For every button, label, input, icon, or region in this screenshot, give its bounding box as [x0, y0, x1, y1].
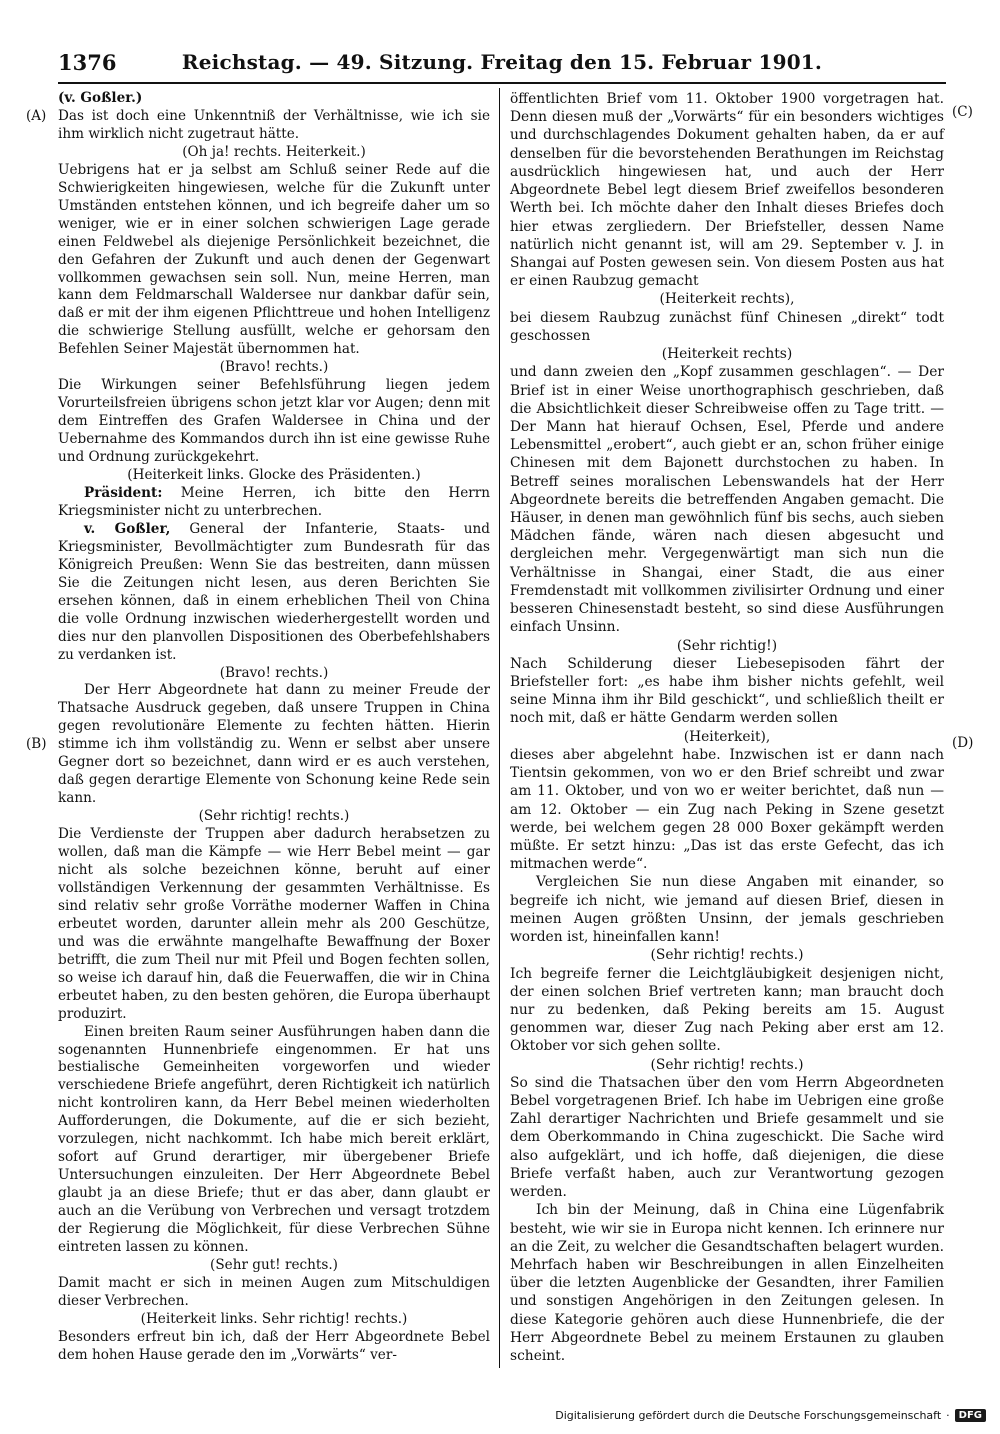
paragraph: [58, 521, 490, 665]
paragraph-text: So sind die Thatsachen über den vom Herrn Abgeordneten Bebel vorgetragenen Brief. Ich habe im Uebrigen eine große Zahl derartiger Nachrichten und Briefe gesammelt und sie dem Oberkommando in China zugeschickt. Die Sache wird also aufgeklärt, und ich hoffe, daß diejenigen, die diese Briefe verfaßt haben, auch zur Verantwortung gezogen werden.: [510, 1074, 944, 1201]
paragraph-text: Der Herr Abgeordnete hat dann zu meiner Freude der Thatsache Ausdruck gegeben, daß unsere Truppen in China gegen revolutionäre Elemente zu fechten hätten. Hierin stimme ich ihm vollständig zu. Wenn er selbst aber unsere Gegner dort so bezeichnet, dann wird er es auch verstehen, daß gegen derartige Elemente von Schonung keine Rede sein kann.: [58, 682, 490, 807]
paragraph-text: (Heiterkeit rechts): [661, 346, 793, 363]
paragraph: [58, 826, 490, 1023]
interjection: [58, 467, 490, 485]
paragraph-text: Vergleichen Sie nun diese Angaben mit einander, so begreife ich nicht, wie jemand auf diesen Brief, diesen in meinen Augen größten Unsinn, der jemals geschrieben worden ist, hineinfallen kann!: [510, 874, 944, 946]
speaker-name: Präsident:: [84, 484, 163, 501]
interjection: [58, 665, 490, 683]
paragraph-text: (Heiterkeit),: [683, 728, 771, 745]
paragraph: [58, 1329, 490, 1365]
interjection: [510, 345, 944, 363]
paragraph: [510, 1074, 944, 1202]
page-footer: Digitalisierung gefördert durch die Deutsche Forschungsgemeinschaft · DFG: [555, 1409, 986, 1422]
interjection: [510, 728, 944, 746]
interjection: [510, 290, 944, 308]
speaker-heading: [58, 90, 490, 108]
margin-mark-c: (C): [952, 104, 973, 120]
paragraph-text: Damit macht er sich in meinen Augen zum Mitschuldigen dieser Verbrechen.: [58, 1274, 490, 1309]
header-rule: [58, 82, 946, 84]
paragraph: [510, 363, 944, 636]
paragraph: [510, 873, 944, 946]
paragraph: [510, 655, 944, 728]
paragraph-text: (Heiterkeit links. Glocke des Präsidenten.): [127, 467, 421, 484]
right-column: [510, 90, 944, 1365]
interjection: [510, 637, 944, 655]
dfg-logo: DFG: [955, 1409, 986, 1422]
paragraph-text: (Bravo! rechts.): [219, 359, 329, 376]
paragraph: [510, 746, 944, 874]
paragraph: [58, 162, 490, 359]
paragraph-text: (Sehr richtig!): [676, 637, 778, 654]
margin-mark-d: (D): [952, 735, 974, 751]
margin-mark-a: (A): [26, 108, 47, 124]
paragraph: [510, 1201, 944, 1365]
paragraph-text: (v. Goßler.): [58, 90, 143, 106]
paragraph-text: Einen breiten Raum seiner Ausführungen haben dann die sogenannten Hunnenbriefe eingenommen. Er hat uns bestialische Gemeinheiten vorgeworfen und wieder verschiedene Briefe angeführt, deren Richtigkeit ich natürlich nicht kontroliren kann, da Herr Bebel meinen wiederholten Aufforderungen, die Dokumente, auf die er sich bezieht, vorzulegen, nicht nachkommt. Ich habe mich bereit erklärt, sofort auf Grund derartiger, mir übergebener Briefe Untersuchungen einzuleiten. Der Herr Abgeordnete Bebel glaubt ja an diese Briefe; thut er das aber, dann glaubt er auch an die Verübung von Verbrechen und versagt trotzdem der Regierung die Möglichkeit, für diese Verbrechen Sühne eintreten lassen zu können.: [58, 1023, 490, 1255]
paragraph-text: General der Infanterie, Staats- und Kriegsminister, Bevollmächtigter zum Bundesrath für das Königreich Preußen: Wenn Sie das bestreiten, dann müssen Sie die Zeitungen nicht lesen, aus deren Berichten Sie ersehen können, daß in einem erheblichen Theil von China die volle Ordnung inzwischen wiederhergestellt worden und dies nur den planvollen Dispositionen des Oberbefehlshabers zu verdanken ist.: [58, 520, 491, 663]
left-column: [58, 90, 490, 1365]
paragraph-text: Uebrigens hat er ja selbst am Schluß seiner Rede auf die Schwierigkeiten hingewiesen, welche für die Zukunft unter Umständen entstehen können, und ich begreife daher um so weniger, wie er in einer solchen schwierigen Lage gerade einen Feldwebel als diejenige Persönlichkeit bezeichnet, die den Gefahren der Zukunft und auch denen der Gegenwart vollkommen gewachsen sein soll. Nun, meine Herren, man kann dem Feldmarschall Waldersee nur dankbar dafür sein, daß er mit der ihm eigenen Pflichttreue und hohen Intelligenz die schwierige Stellung ausfüllt, welche er gehorsam den Befehlen Seiner Majestät übernommen hat.: [58, 161, 490, 358]
paragraph-text: (Sehr richtig! rechts.): [650, 1056, 804, 1073]
paragraph-text: Ich bin der Meinung, daß in China eine Lügenfabrik besteht, wie wir sie in Europa nicht kennen. Ich erinnere nur an die Zeit, zu welcher die Gesandtschaften belagert wurden. Mehrfach haben wir Beschreibungen in allen Einzelheiten über die letzten Augenblicke der Gesandten, ihrer Familien und sonstigen Angehörigen in den Zeitungen gelesen. In diese Kategorie gehören auch diese Hunnenbriefe, die der Herr Abgeordnete Bebel zu meinem Erstaunen zu glauben scheint.: [510, 1202, 944, 1365]
running-title: Reichstag. — 49. Sitzung. Freitag den 15. Februar 1901.: [181, 50, 823, 74]
paragraph-text: Ich begreife ferner die Leichtgläubigkeit desjenigen nicht, der einen solchen Brief vertreten kann; man braucht doch nur zu bedenken, daß Peking bereits am 15. August genommen war, dieser Zug nach Peking aber erst am 12. Oktober vor sich gehen sollte.: [510, 965, 944, 1055]
speaker-name: v. Goßler,: [84, 520, 171, 537]
paragraph-text: Das ist doch eine Unkenntniß der Verhältnisse, wie ich sie ihm wirklich nicht zugetraut hätte.: [58, 107, 490, 142]
paragraph-text: Nach Schilderung dieser Liebesepisoden fährt der Briefsteller fort: „es habe ihm bisher nichts gefehlt, weil seine Minna ihm ihr Bild geschickt“, und schließlich theilt er noch mit, daß er hätte Gendarm werden sollen: [510, 655, 944, 727]
page-number: 1376: [58, 50, 117, 75]
paragraph: [58, 485, 490, 521]
interjection: [510, 1056, 944, 1074]
paragraph-text: (Sehr richtig! rechts.): [198, 808, 350, 825]
page-header: [58, 48, 946, 82]
paragraph: [58, 377, 490, 467]
paragraph-text: bei diesem Raubzug zunächst fünf Chinesen „direkt“ todt geschossen: [510, 309, 944, 344]
paragraph-text: (Bravo! rechts.): [219, 664, 329, 681]
paragraph-text: (Sehr richtig! rechts.): [650, 947, 804, 964]
interjection: [58, 359, 490, 377]
paragraph-text: Die Wirkungen seiner Befehlsführung liegen jedem Vorurteilsfreien übrigens schon jetzt klar vor Augen; denn mit dem Eintreffen des Grafen Waldersee in China und der Uebernahme des Kommandos durch ihn ist eine gewisse Ruhe und Ordnung zurückgekehrt.: [58, 377, 490, 466]
paragraph-text: und dann zweien den „Kopf zusammen geschlagen“. — Der Brief ist in einer Weise unorthographisch geschrieben, daß die Absichtlichkeit dieser Schreibweise offen zu Tage tritt. — Der Mann hat hierauf Ochsen, Esel, Pferde und andere Lebensmittel „erobert“, auch giebt er an, schon früher einige Chinesen mit dem Bajonett durchstochen zu haben. In Betreff seines moralischen Lebenswandels hat der Herr Abgeordnete bereits die betreffenden Angaben gemacht. Die Häuser, in denen man gewöhnlich fünf bis sechs, auch sieben Mädchen fände, wären nach diesen abgesucht und dergleichen mehr. Vergegenwärtigt man sich nun die Verhältnisse in Shangai, einer Stadt, die aus einer Fremdenstadt mit vollkommen zivilisirter Ordnung und einer besseren Chinesenstadt besteht, so sind diese Ausführungen einfach Unsinn.: [510, 364, 944, 636]
interjection: [510, 946, 944, 964]
column-rule: [499, 88, 500, 1368]
interjection: [58, 808, 490, 826]
interjection: [58, 1311, 490, 1329]
paragraph-text: (Heiterkeit links. Sehr richtig! rechts.): [140, 1310, 408, 1327]
paragraph-text: Die Verdienste der Truppen aber dadurch herabsetzen zu wollen, daß man die Kämpfe — wie Herr Bebel meint — gar nicht als solche bezeichnen könne, beruht auf einer vollständigen Verkennung der gesammten Verhältnisse. Es sind relativ sehr große Vorräthe moderner Waffen in China erbeutet worden, darunter allein mehr als 200 Geschütze, und was die erwähnte mangelhafte Bewaffnung der Boxer betrifft, die zum Theil nur mit Pfeil und Bogen fechten sollen, so weise ich darauf hin, daß die Feuerwaffen, die wir in China erbeutet haben, zu den besten gehören, die Europa überhaupt produzirt.: [58, 826, 491, 1022]
paragraph-text: dieses aber abgelehnt habe. Inzwischen ist er dann nach Tientsin gekommen, von wo er den Brief schreibt und zwar am 11. Oktober, und von wo er weiter berichtet, daß nun — am 12. Oktober — ein Zug nach Peking in Szene gesetzt werde, bei welchem gegen 28 000 Boxer gekämpft werden müßte. Er setzt hinzu: „Das ist das erste Gefecht, das ich mitmachen werde“.: [510, 746, 944, 873]
paragraph: [58, 108, 490, 144]
paragraph-text: Besonders erfreut bin ich, daß der Herr Abgeordnete Bebel dem hohen Hause gerade den im „Vorwärts“ ver-: [58, 1328, 490, 1363]
interjection: [58, 144, 490, 162]
paragraph-text: Meine Herren, ich bitte den Herrn Kriegsminister nicht zu unterbrechen.: [58, 484, 491, 519]
paragraph: [58, 1275, 490, 1311]
paragraph: [58, 682, 490, 808]
paragraph-text: öffentlichten Brief vom 11. Oktober 1900 vorgetragen hat. Denn diesen muß der „Vorwärts“ für ein besonders wichtiges und durchschlagendes Dokument gehalten haben, da er auf denselben für die bevorstehenden Berathungen im Reichstag ausdrücklich hingewiesen hat, und auch der Herr Abgeordnete Bebel legt diesem Brief zweifellos besonderen Werth bei. Ich möchte daher den Inhalt dieses Briefes doch hier etwas zergliedern. Der Briefsteller, dessen Name natürlich nicht genannt ist, will am 29. September v. J. in Shangai auf Posten gewesen sein. Von diesem Posten aus hat er einen Raubzug gemacht: [510, 91, 944, 290]
paragraph-text: (Oh ja! rechts. Heiterkeit.): [182, 143, 366, 160]
paragraph: [510, 90, 944, 290]
margin-mark-b: (B): [26, 736, 47, 752]
paragraph-text: (Heiterkeit rechts),: [659, 291, 795, 308]
interjection: [58, 1257, 490, 1275]
paragraph: [510, 309, 944, 345]
paragraph: [510, 965, 944, 1056]
paragraph-text: (Sehr gut! rechts.): [210, 1256, 338, 1273]
paragraph: [58, 1024, 490, 1257]
footer-credit: Digitalisierung gefördert durch die Deutsche Forschungsgemeinschaft: [555, 1409, 942, 1422]
